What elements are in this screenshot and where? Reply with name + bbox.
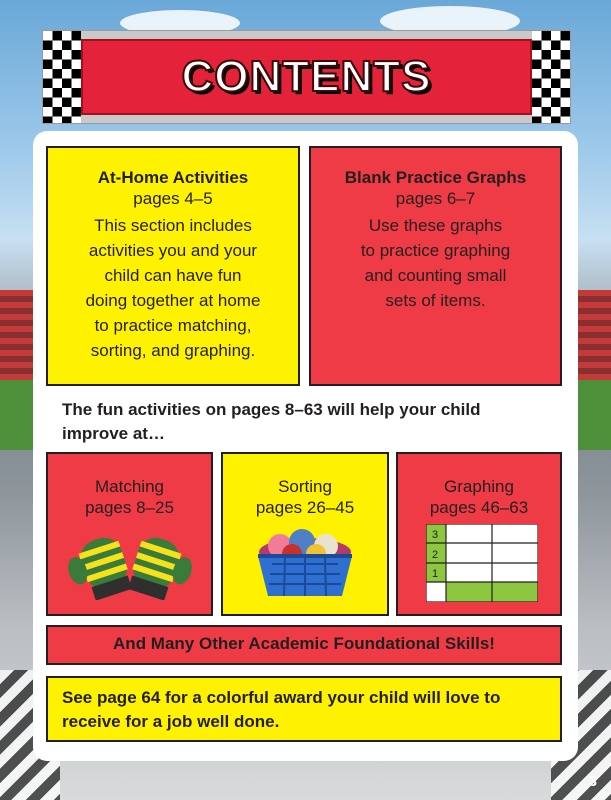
graph-axis-label-2: 2 [432, 549, 439, 561]
intro-text: The fun activities on pages 8–63 will help your child improve at… [62, 400, 481, 443]
graph-axis-label-3: 3 [432, 529, 439, 541]
infield-grass-left [0, 380, 33, 450]
matching-pages: pages 8–25 [85, 498, 174, 517]
other-skills-text: And Many Other Academic Foundational Skills! [113, 634, 495, 653]
sorting-box [221, 452, 389, 616]
graphing-box [396, 452, 562, 616]
laundry-basket-icon [250, 524, 360, 600]
infield-grass-right [578, 380, 611, 450]
mittens-icon [65, 524, 195, 600]
title-banner [42, 30, 571, 124]
sorting-pages: pages 26–45 [255, 498, 355, 517]
sorting-heading: Sorting [278, 477, 332, 496]
page-number: 3 [588, 773, 597, 790]
page-title: CONTENTS [181, 52, 432, 101]
graphing-pages: pages 46–63 [429, 498, 529, 517]
matching-heading: Matching [95, 477, 164, 496]
graphing-heading: Graphing [444, 477, 514, 496]
award-box [46, 676, 562, 742]
at-home-activities-box [46, 146, 300, 386]
blank-practice-graphs-box [309, 146, 562, 386]
at-home-heading: At-Home Activities [97, 168, 249, 187]
title-plate [81, 39, 532, 115]
blank-graphs-heading: Blank Practice Graphs [344, 168, 527, 187]
checkered-flag-left [43, 31, 81, 123]
other-skills-banner [46, 625, 562, 665]
graph-axis-label-1: 1 [432, 568, 439, 580]
at-home-description: This section includes activities you and your child can have fun doing together at home to practice matching, sorting, and graphing. [85, 216, 261, 360]
at-home-pages: pages 4–5 [133, 189, 213, 208]
blank-graphs-description: Use these graphs to practice graphing and counting small sets of items. [360, 216, 511, 310]
bar-graph-icon [426, 524, 538, 602]
blank-graphs-pages: pages 6–7 [395, 189, 476, 208]
matching-box [46, 452, 213, 616]
award-text: See page 64 for a colorful award your child will love to receive for a job well done. [62, 688, 501, 731]
checkered-flag-right [532, 31, 570, 123]
